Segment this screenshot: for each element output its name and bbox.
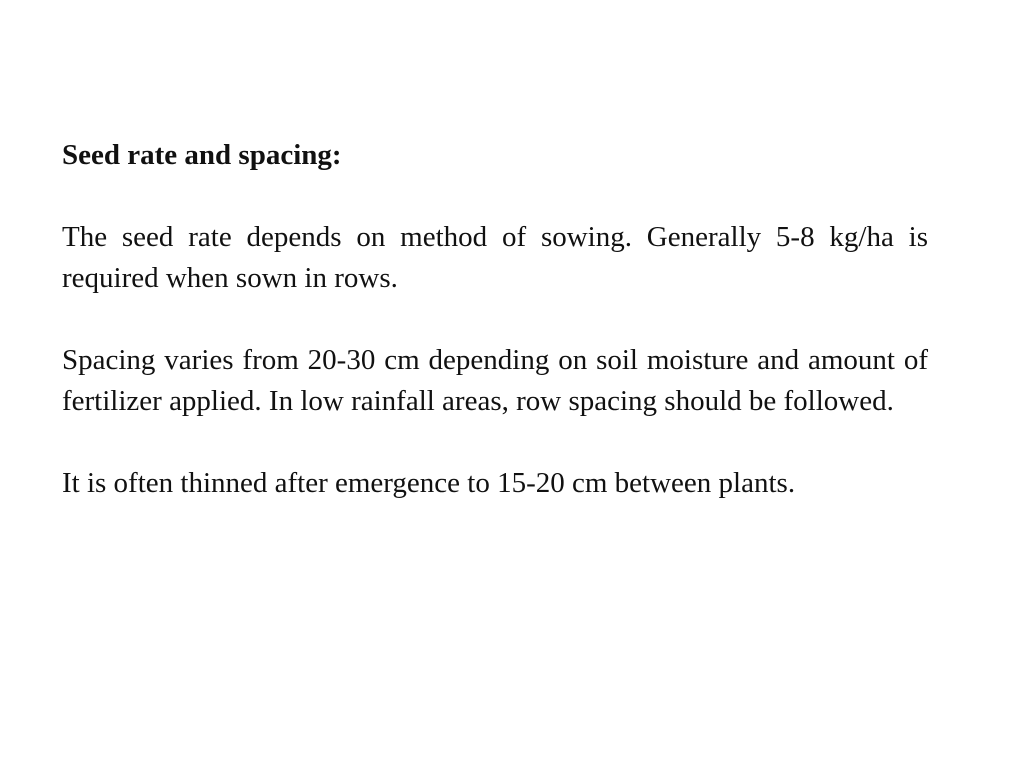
paragraph-seed-rate: The seed rate depends on method of sowing. Generally 5-8 kg/ha is required when sown in rows. <box>62 221 928 294</box>
slide-heading: Seed rate and spacing: <box>62 139 342 171</box>
paragraph-thinning: It is often thinned after emergence to 15-20 cm between plants. <box>62 467 796 499</box>
paragraph-spacing: Spacing varies from 20-30 cm depending on soil moisture and amount of fertilizer applied. In low rainfall areas, row spacing should be followed. <box>62 344 928 417</box>
slide-content <box>62 135 928 504</box>
